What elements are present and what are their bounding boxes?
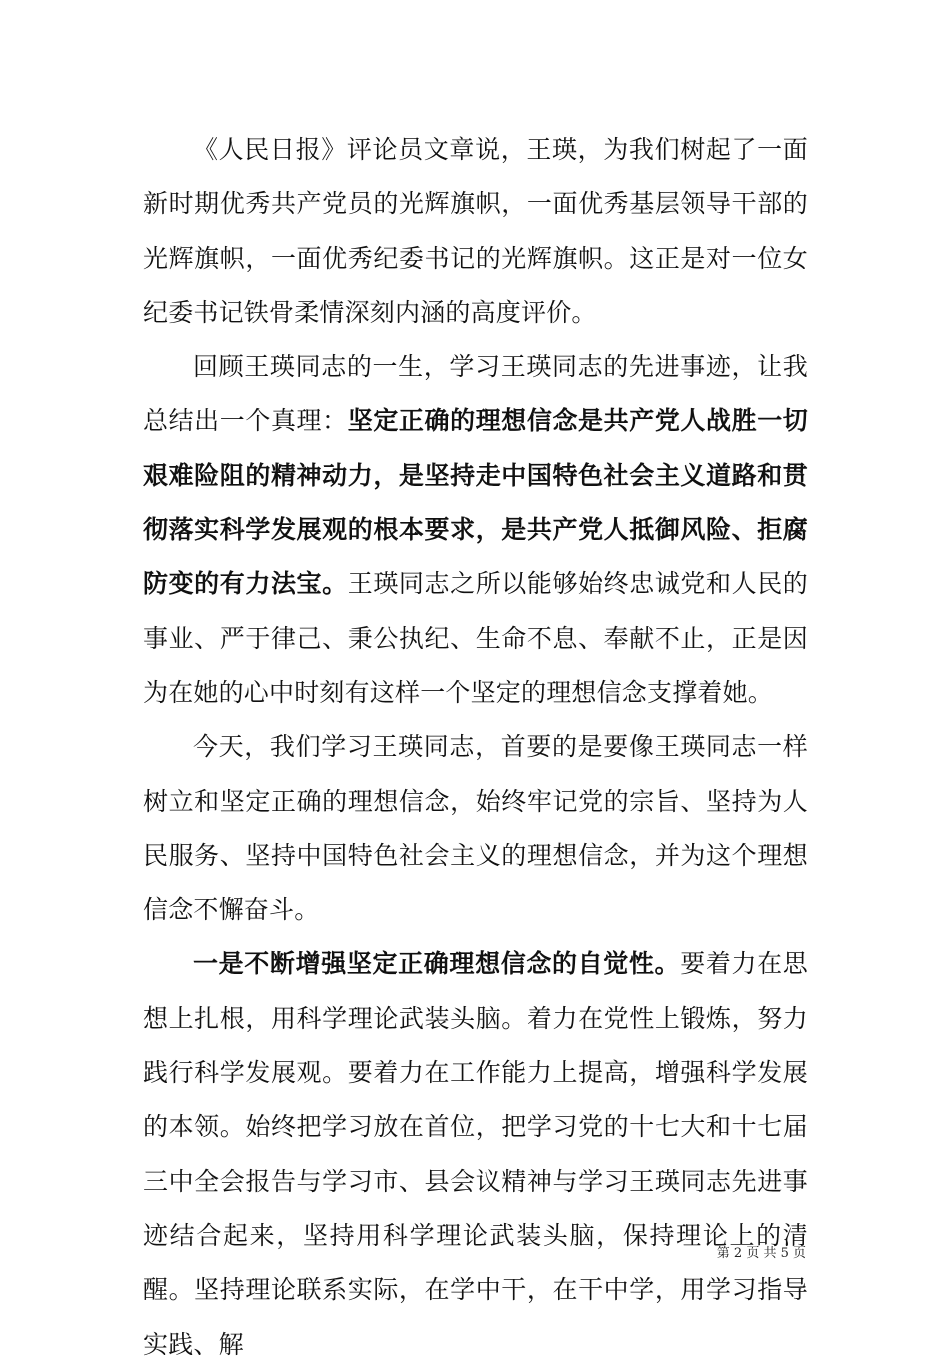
paragraph-2-emphasis: 坚定正确的理想信念是共产党人战胜一切艰难险阻的精神动力，是坚持走中国特色社会主义道路和贯彻落实科学发展观的根本要求，是共产党人抵御风险、拒腐防变的有力法宝。 xyxy=(143,406,808,599)
paragraph-3 xyxy=(143,720,808,937)
paragraph-4 xyxy=(143,937,808,1371)
paragraph-3-text: 今天，我们学习王瑛同志，首要的是要像王瑛同志一样树立和坚定正确的理想信念，始终牢记党的宗旨、坚持为人民服务、坚持中国特色社会主义的理想信念，并为这个理想信念不懈奋斗。 xyxy=(143,732,808,925)
document-body xyxy=(143,123,808,1372)
paragraph-4-rest: 要着力在思想上扎根，用科学理论武装头脑。着力在党性上锻炼，努力践行科学发展观。要着力在工作能力上提高，增强科学发展的本领。始终把学习放在首位，把学习党的十七大和十七届三中全会报告与学习市、县会议精神与学习王瑛同志先进事迹结合起来，坚持用科学理论武装头脑，保持理论上的清醒。坚持理论联系实际，在学中干，在干中学，用学习指导实践、解 xyxy=(143,949,808,1359)
paragraph-1-text: 《人民日报》评论员文章说，王瑛，为我们树起了一面新时期优秀共产党员的光辉旗帜，一面优秀基层领导干部的光辉旗帜，一面优秀纪委书记的光辉旗帜。这正是对一位女纪委书记铁骨柔情深刻内涵的高度评价。 xyxy=(143,135,808,327)
paragraph-4-heading: 一是不断增强坚定正确理想信念的自觉性。 xyxy=(193,949,681,979)
paragraph-2-lead: 回顾王瑛同志的一生，学习王瑛同志的先进事迹，让我总结出一个真理： xyxy=(143,352,808,436)
paragraph-1 xyxy=(143,123,808,340)
page-number-footer: 第 2 页 共 5 页 xyxy=(716,1246,806,1261)
paragraph-2 xyxy=(143,340,808,720)
paragraph-2-rest: 王瑛同志之所以能够始终忠诚党和人民的事业、严于律己、秉公执纪、生命不息、奉献不止，正是因为在她的心中时刻有这样一个坚定的理想信念支撑着她。 xyxy=(143,569,808,707)
